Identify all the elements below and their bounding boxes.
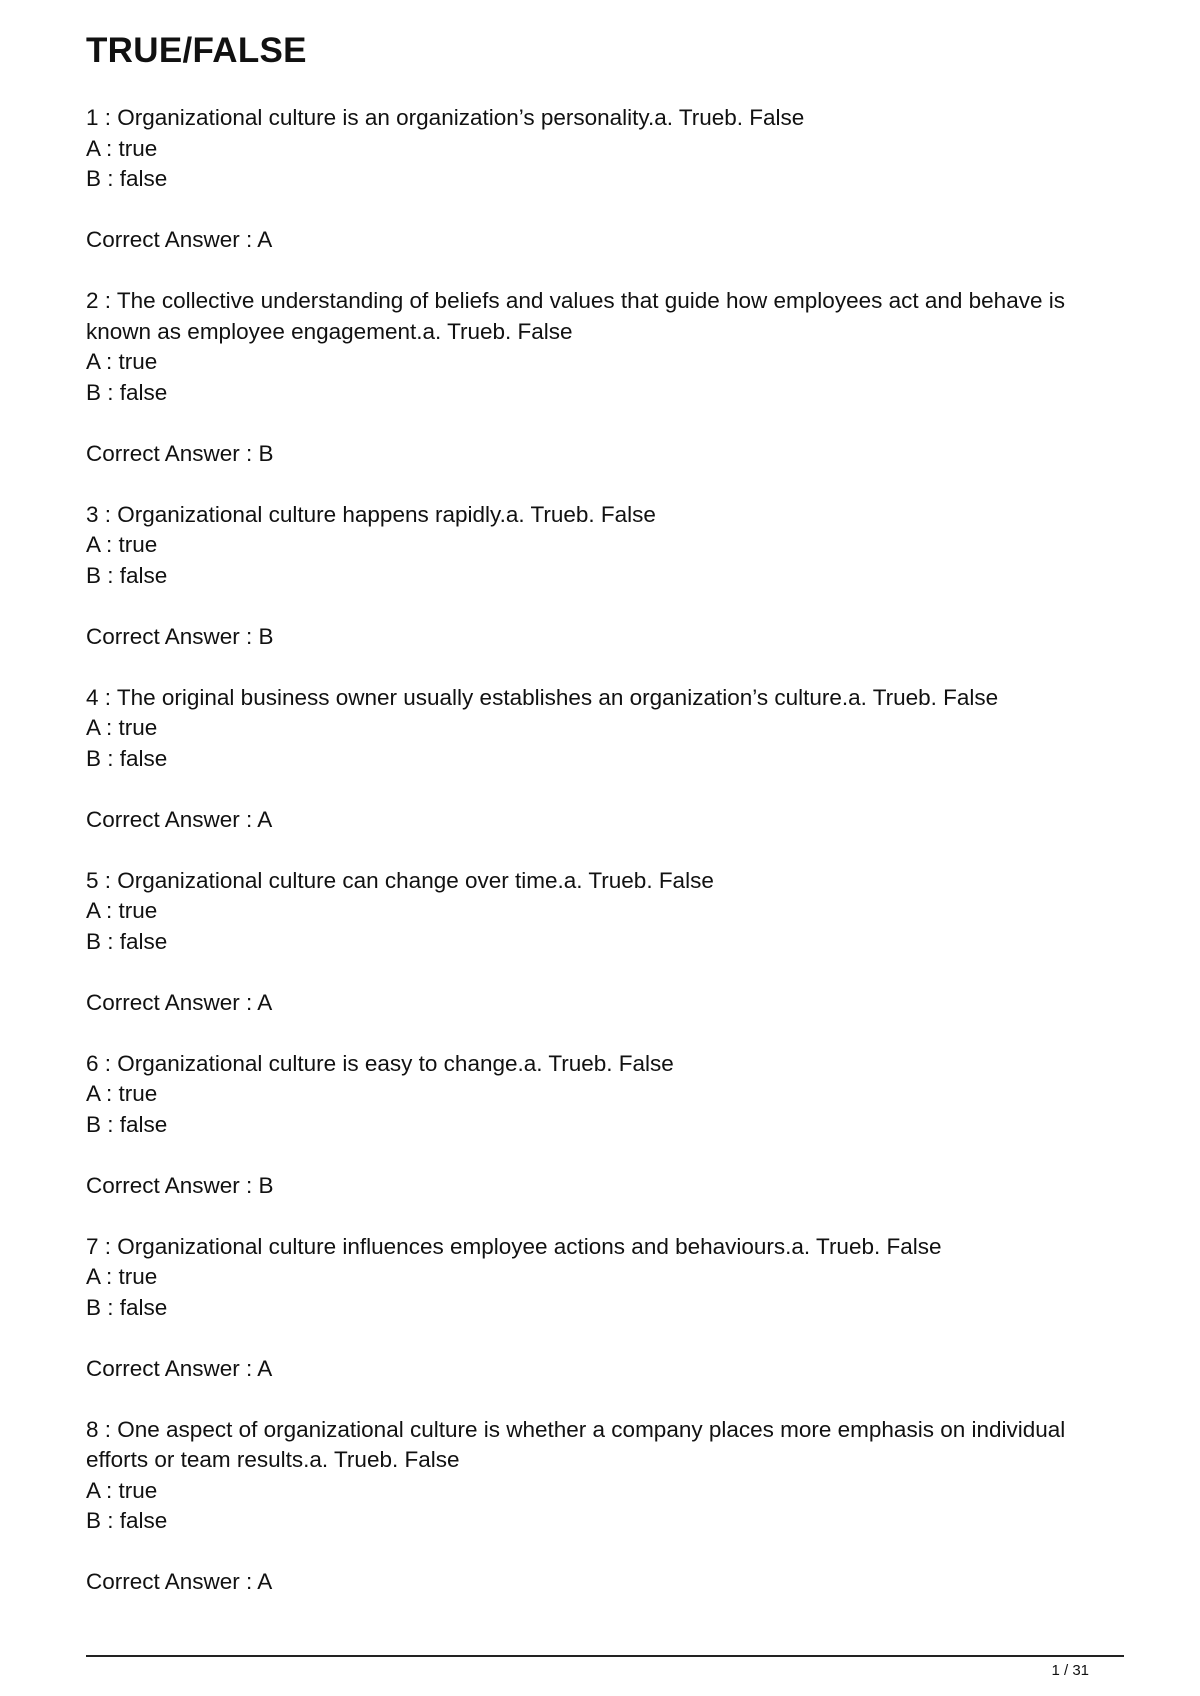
option-a: A : true xyxy=(86,349,158,374)
question-text: 8 : One aspect of organizational culture is whether a company places more emphasis on individual efforts or team results.a. Trueb. False xyxy=(86,1416,1072,1472)
question-text: 2 : The collective understanding of beliefs and values that guide how employees act and behave is known as employee engagement.a. Trueb. False xyxy=(86,288,1072,344)
question-text: 6 : Organizational culture is easy to change.a. Trueb. False xyxy=(86,1050,674,1076)
question-text: 7 : Organizational culture influences employee actions and behaviours.a. Trueb. False xyxy=(86,1233,942,1259)
question-text: 3 : Organizational culture happens rapidly.a. Trueb. False xyxy=(86,501,656,527)
option-b: B : false xyxy=(86,1111,168,1137)
correct-answer: Correct Answer : A xyxy=(86,227,273,252)
question-item xyxy=(86,286,1116,469)
option-b: B : false xyxy=(86,745,168,771)
correct-answer: Correct Answer : B xyxy=(86,623,274,649)
question-text: 4 : The original business owner usually establishes an organization’s culture.a. Trueb. False xyxy=(86,684,999,710)
question-item xyxy=(86,866,1116,1019)
question-item xyxy=(86,103,1116,256)
question-text: 5 : Organizational culture can change over time.a. Trueb. False xyxy=(86,867,714,893)
question-item xyxy=(86,1049,1116,1202)
option-a: A : true xyxy=(86,135,158,161)
question-list xyxy=(86,103,1116,1628)
option-b: B : false xyxy=(86,1508,168,1533)
option-a: A : true xyxy=(86,898,158,923)
option-b: B : false xyxy=(86,928,168,954)
footer-divider xyxy=(86,1655,1124,1657)
option-a: A : true xyxy=(86,1081,158,1106)
correct-answer: Correct Answer : A xyxy=(86,1355,273,1381)
option-b: B : false xyxy=(86,1294,168,1320)
page-number: 1 / 31 xyxy=(1051,1662,1089,1679)
correct-answer: Correct Answer : B xyxy=(86,1172,274,1198)
option-a: A : true xyxy=(86,1264,158,1289)
page-title: TRUE/FALSE xyxy=(86,31,307,70)
question-item xyxy=(86,1415,1116,1598)
correct-answer: Correct Answer : A xyxy=(86,1569,273,1594)
option-a: A : true xyxy=(86,532,158,557)
question-item xyxy=(86,683,1116,836)
option-b: B : false xyxy=(86,379,168,405)
question-item xyxy=(86,500,1116,653)
correct-answer: Correct Answer : B xyxy=(86,440,274,466)
question-text: 1 : Organizational culture is an organization’s personality.a. Trueb. False xyxy=(86,105,805,130)
correct-answer: Correct Answer : A xyxy=(86,806,273,832)
question-item xyxy=(86,1232,1116,1385)
option-a: A : true xyxy=(86,715,158,740)
option-b: B : false xyxy=(86,562,168,588)
option-b: B : false xyxy=(86,166,168,191)
correct-answer: Correct Answer : A xyxy=(86,989,273,1015)
option-a: A : true xyxy=(86,1477,158,1503)
